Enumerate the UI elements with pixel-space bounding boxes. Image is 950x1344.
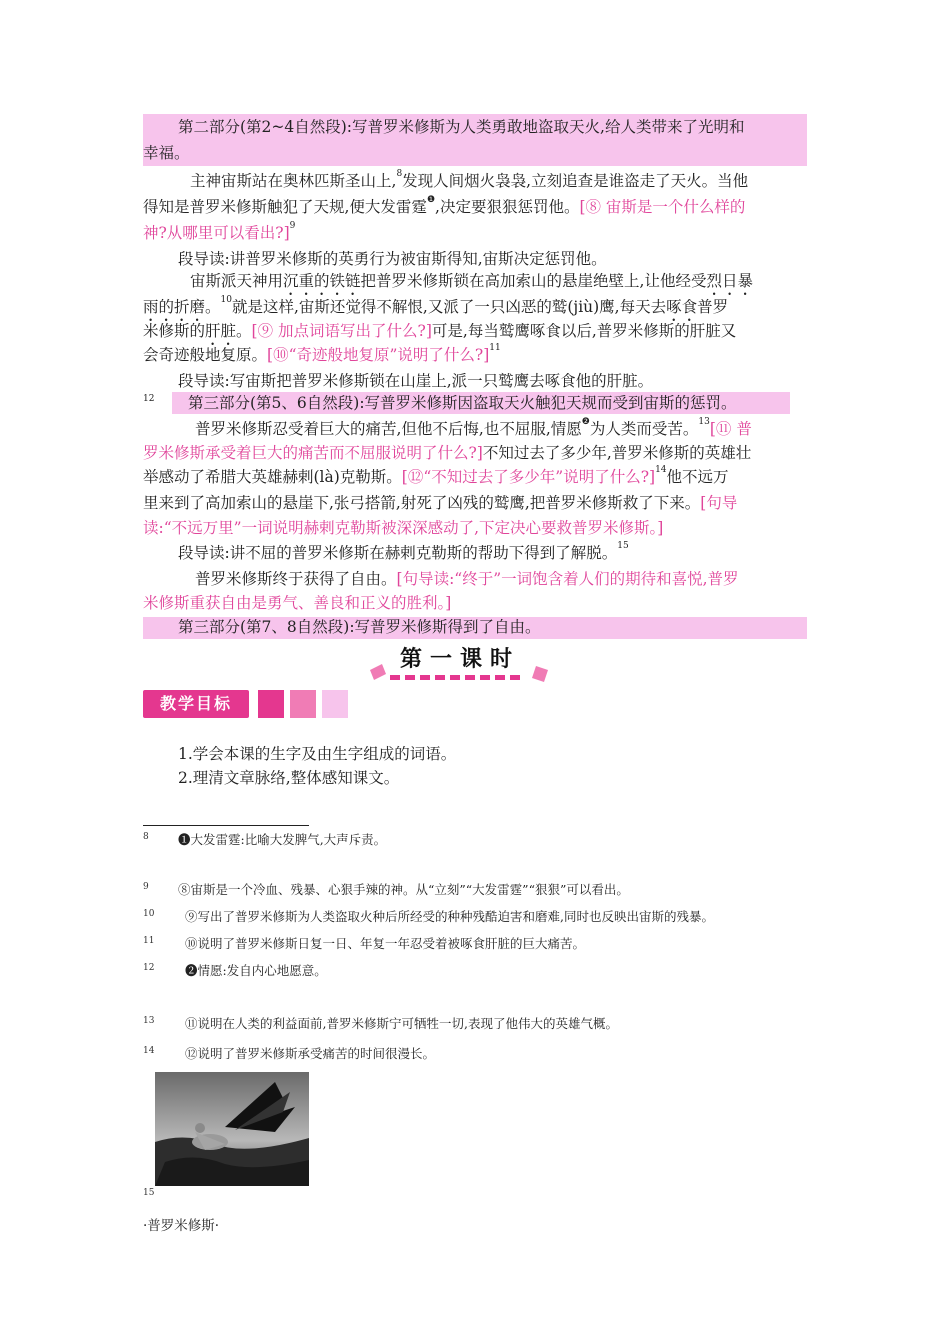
footnote-number: 9 bbox=[143, 882, 149, 892]
paragraph-line: 普罗米修斯终于获得了自由。[句导读:“终于”一词饱含着人们的期待和喜悦,普罗 bbox=[195, 570, 739, 588]
guide-text: 段导读:讲普罗米修斯的英勇行为被宙斯得知,宙斯决定惩罚他。 bbox=[178, 250, 607, 268]
image-caption: ·普罗米修斯· bbox=[143, 1218, 220, 1234]
image-number: 15 bbox=[143, 1188, 155, 1198]
footnote-marker: 12 bbox=[143, 394, 155, 404]
part4-heading: 第三部分(第7、8自然段):写普罗米修斯得到了自由。 bbox=[178, 618, 541, 636]
footnote-text: ⑨写出了普罗米修斯为人类盗取火种后所经受的种种残酷迫害和磨难,同时也反映出宙斯的残暴。 bbox=[185, 909, 714, 924]
paragraph-line: 普罗米修斯忍受着巨大的痛苦,但他不后悔,也不屈服,情愿$^❷$为人类而受苦。$^{13}$[⑪ 普 bbox=[195, 417, 752, 438]
paragraph-line: 得知是普罗米修斯触犯了天规,便大发雷霆$^❶$,决定要狠狠惩罚他。[⑧ 宙斯是一个什么样的 bbox=[143, 195, 746, 216]
part2-heading: 第二部分(第2~4自然段):写普罗米修斯为人类勇敢地盗取天火,给人类带来了光明和 bbox=[178, 118, 745, 136]
decor-square bbox=[322, 690, 348, 718]
paragraph-line: 会奇迹般地复原。[⑩“奇迹般地复原”说明了什么?]$^{11}$ bbox=[143, 343, 501, 364]
part2-heading-cont: 幸福。 bbox=[143, 144, 190, 162]
footnote-number: 8 bbox=[143, 832, 149, 842]
part3-heading: 第三部分(第5、6自然段):写普罗米修斯因盗取天火触犯天规而受到宙斯的惩罚。 bbox=[188, 394, 737, 412]
footnote-number: 10 bbox=[143, 909, 155, 919]
footnote-number: 12 bbox=[143, 963, 155, 973]
paragraph-line: 米修斯的肝脏。[⑨ 加点词语写出了什么?]可是,每当鹫鹰啄食以后,普罗米修斯的肝脏又 bbox=[143, 322, 737, 340]
footnote-number: 14 bbox=[143, 1046, 155, 1056]
guide-text: 段导读:写宙斯把普罗米修斯锁在山崖上,派一只鹫鹰去啄食他的肝脏。 bbox=[178, 372, 654, 390]
paragraph-line: 米修斯重获自由是勇气、善良和正义的胜利。] bbox=[143, 594, 452, 612]
paragraph-line: 读:“不远万里”一词说明赫剌克勒斯被深深感动了,下定决心要救普罗米修斯。] bbox=[143, 519, 664, 537]
prometheus-image bbox=[155, 1072, 309, 1186]
paragraph-line: 神?从哪里可以看出?]$^9$ bbox=[143, 221, 296, 242]
footnote-rule bbox=[143, 825, 309, 826]
footnote-number: 13 bbox=[143, 1016, 155, 1026]
guide-text: 段导读:讲不屈的普罗米修斯在赫剌克勒斯的帮助下得到了解脱。$^{15}$ bbox=[178, 541, 629, 562]
decor-square bbox=[258, 690, 284, 718]
decor-square bbox=[290, 690, 316, 718]
goal-item: 2.理清文章脉络,整体感知课文。 bbox=[178, 769, 400, 787]
footnote-text: ⑪说明在人类的利益面前,普罗米修斯宁可牺牲一切,表现了他伟大的英雄气概。 bbox=[185, 1016, 618, 1031]
lesson-title: 第一课时 bbox=[400, 647, 521, 672]
footnote-text: ❷情愿:发自内心地愿意。 bbox=[185, 963, 327, 978]
footnote-text: ⑫说明了普罗米修斯承受痛苦的时间很漫长。 bbox=[185, 1046, 436, 1061]
paragraph-line: 里来到了高加索山的悬崖下,张弓搭箭,射死了凶残的鹫鹰,把普罗米修斯救了下来。[句导 bbox=[143, 494, 738, 512]
prometheus-illustration bbox=[155, 1072, 309, 1186]
goal-item: 1.学会本课的生字及由生字组成的词语。 bbox=[178, 745, 457, 763]
paragraph-line: 主神宙斯站在奥林匹斯圣山上,$^8$发现人间烟火袅袅,立刻追查是谁盗走了天火。当他 bbox=[190, 169, 749, 190]
footnote-text: ❶大发雷霆:比喻大发脾气,大声斥责。 bbox=[178, 832, 387, 847]
paragraph-line: 宙斯派天神用沉重的铁链把普罗米修斯锁在高加索山的悬崖绝壁上,让他经受烈日暴 bbox=[190, 272, 753, 290]
paragraph-line: 罗米修斯承受着巨大的痛苦而不屈服说明了什么?]不知过去了多少年,普罗米修斯的英雄壮 bbox=[143, 444, 752, 462]
teaching-goals-label: 教学目标 bbox=[143, 690, 249, 718]
lesson-title-banner bbox=[360, 640, 560, 690]
footnote-text: ⑧宙斯是一个冷血、残暴、心狠手辣的神。从“立刻”“大发雷霆”“狠狠”可以看出。 bbox=[178, 882, 629, 897]
paragraph-line: 举感动了希腊大英雄赫剌(là)克勒斯。[⑫“不知过去了多少年”说明了什么?]$^{14}$他不远万 bbox=[143, 465, 729, 486]
paragraph-line: 雨的折磨。$^{10}$就是这样,宙斯还觉得不解恨,又派了一只凶恶的鹫(jiù)鹰,每天去啄食普罗 bbox=[143, 295, 729, 316]
footnote-number: 11 bbox=[143, 936, 155, 946]
footnote-text: ⑩说明了普罗米修斯日复一日、年复一年忍受着被啄食肝脏的巨大痛苦。 bbox=[185, 936, 586, 951]
